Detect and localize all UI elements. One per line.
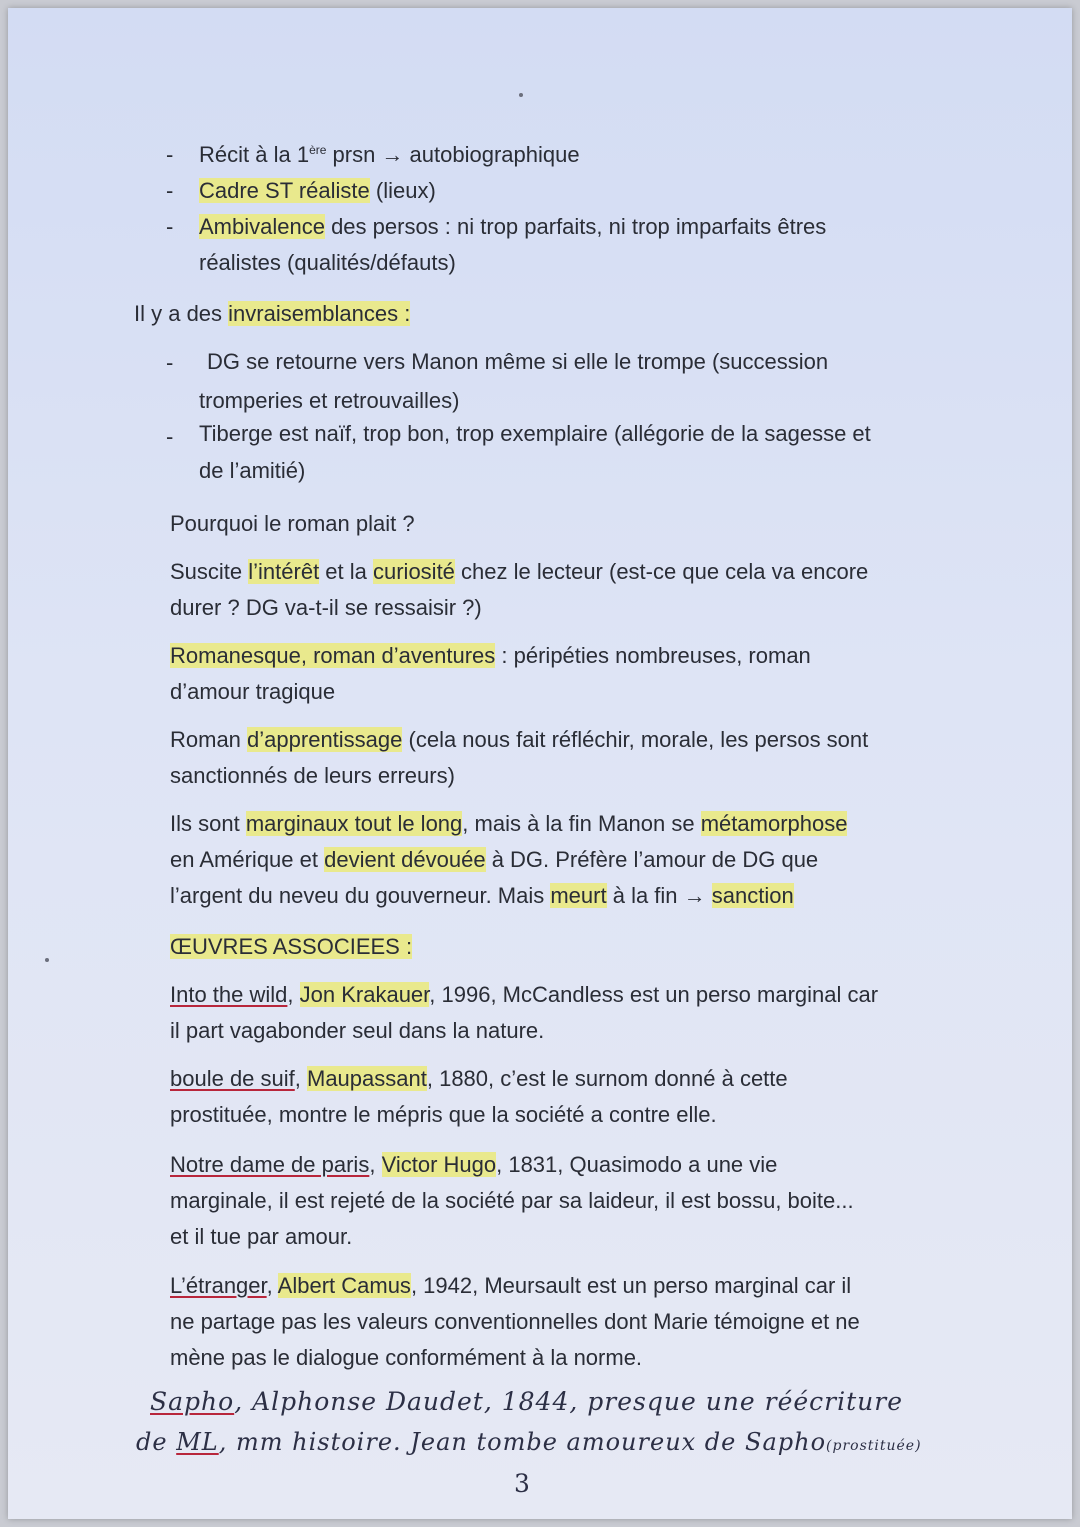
list-item-dg-cont: tromperies et retrouvailles) bbox=[199, 388, 460, 413]
list-item-ambivalence-cont: réalistes (qualités/défauts) bbox=[199, 250, 456, 275]
handwritten-note-line1: Sapho, Alphonse Daudet, 1844, presque une réécriture bbox=[150, 1387, 904, 1416]
list-item-ambivalence: Ambivalence des persos : ni trop parfaits, ni trop imparfaits êtres bbox=[199, 214, 827, 239]
work-into-the-wild: Into the wild, Jon Krakauer, 1996, McCandless est un perso marginal car bbox=[170, 982, 879, 1007]
work-etranger: L’étranger, Albert Camus, 1942, Meursault est un perso marginal car il bbox=[170, 1273, 852, 1298]
list-item-recit: Récit à la 1ère prsn → autobiographique bbox=[199, 142, 580, 167]
work-boule-de-suif-cont: prostituée, montre le mépris que la société a contre elle. bbox=[170, 1102, 717, 1127]
list-item-tiberge-cont: de l’amitié) bbox=[199, 458, 306, 483]
list-item-tiberge: Tiberge est naïf, trop bon, trop exemplaire (allégorie de la sagesse et bbox=[199, 421, 871, 446]
list-item-dg: DG se retourne vers Manon même si elle le trompe (succession bbox=[207, 349, 829, 374]
paragraph-marginaux-l3: l’argent du neveu du gouverneur. Mais meurt à la fin → sanction bbox=[170, 883, 794, 908]
scan-speck bbox=[45, 958, 49, 962]
bullet-dash: - bbox=[166, 142, 174, 167]
page-number: 3 bbox=[514, 1469, 531, 1498]
list-item-cadre: Cadre ST réaliste (lieux) bbox=[199, 178, 436, 203]
work-notre-dame-l2: marginale, il est rejeté de la société par sa laideur, il est bossu, boite... bbox=[170, 1188, 854, 1213]
bullet-dash: - bbox=[166, 424, 174, 449]
scan-speck bbox=[519, 93, 523, 97]
question-heading: Pourquoi le roman plait ? bbox=[170, 511, 415, 536]
work-etranger-l2: ne partage pas les valeurs conventionnelles dont Marie témoigne et ne bbox=[170, 1309, 860, 1334]
paragraph-apprentissage-cont: sanctionnés de leurs erreurs) bbox=[170, 763, 455, 788]
work-notre-dame: Notre dame de paris, Victor Hugo, 1831, Quasimodo a une vie bbox=[170, 1152, 778, 1177]
work-notre-dame-l3: et il tue par amour. bbox=[170, 1224, 353, 1249]
work-boule-de-suif: boule de suif, Maupassant, 1880, c’est le surnom donné à cette bbox=[170, 1066, 788, 1091]
section-invraisemblances: Il y a des invraisemblances : bbox=[134, 301, 411, 326]
bullet-dash: - bbox=[166, 214, 174, 239]
handwritten-note-line2: de ML, mm histoire. Jean tombe amoureux de Sapho(prostituée) bbox=[136, 1428, 922, 1456]
paragraph-marginaux: Ils sont marginaux tout le long, mais à la fin Manon se métamorphose bbox=[170, 811, 848, 836]
paragraph-interet-cont: durer ? DG va-t-il se ressaisir ?) bbox=[170, 595, 482, 620]
paragraph-romanesque: Romanesque, roman d’aventures : péripéties nombreuses, roman bbox=[170, 643, 811, 668]
bullet-dash: - bbox=[166, 350, 174, 375]
paragraph-marginaux-l2: en Amérique et devient dévouée à DG. Préfère l’amour de DG que bbox=[170, 847, 819, 872]
paragraph-apprentissage: Roman d’apprentissage (cela nous fait réfléchir, morale, les persos sont bbox=[170, 727, 869, 752]
bullet-dash: - bbox=[166, 178, 174, 203]
work-into-the-wild-cont: il part vagabonder seul dans la nature. bbox=[170, 1018, 545, 1043]
paragraph-interet: Suscite l’intérêt et la curiosité chez le lecteur (est-ce que cela va encore bbox=[170, 559, 869, 584]
paragraph-romanesque-cont: d’amour tragique bbox=[170, 679, 336, 704]
work-etranger-l3: mène pas le dialogue conformément à la norme. bbox=[170, 1345, 643, 1370]
oeuvres-heading: ŒUVRES ASSOCIEES : bbox=[170, 934, 413, 959]
